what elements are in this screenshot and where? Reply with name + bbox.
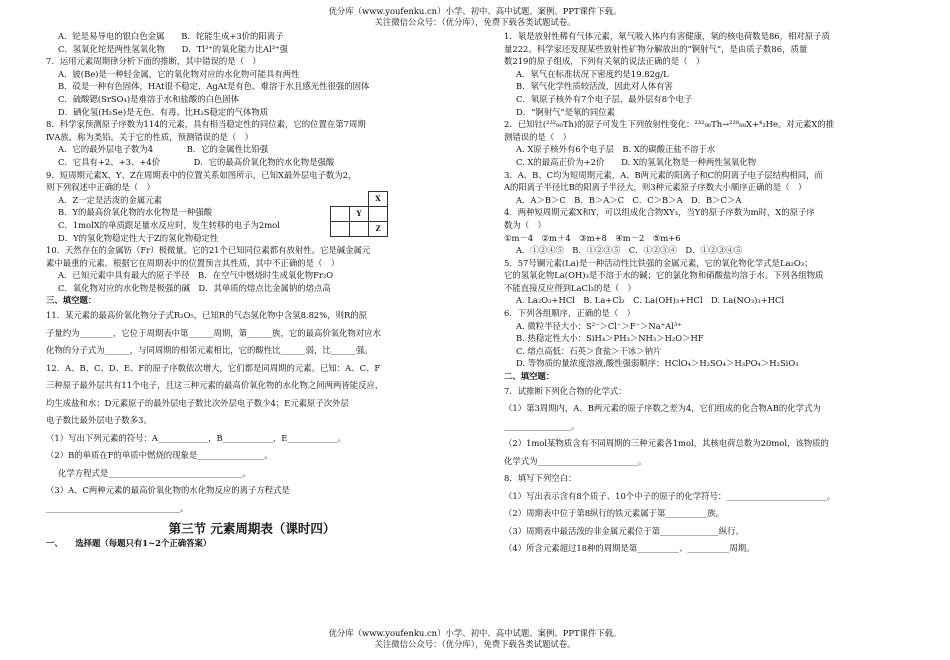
question-3: 3．A、B、C均为短周期元素，A、B两元素的阳离子和C的阴离子电子层结构相同，而 — [504, 169, 823, 180]
text-line: ________________________________。 — [46, 502, 189, 513]
text-line: 它的氢氧化物La(OH)₃是不溶于水的碱；它的氯化物和硝酸盐均溶于水。下列各组物质 — [504, 270, 824, 281]
footer-line-2: 关注微信公众号：（优分库），免费下载各类试题试卷。 — [374, 639, 576, 649]
text-line: B．氡气化学性质较活泼，因此对人体有害 — [516, 81, 673, 92]
text-line: D. 等物质的量浓度溶液,酸性强弱顺序：HClO₄＞H₂SO₄＞H₃PO₄＞H₂SiO₃ — [516, 358, 799, 369]
text-line: A．Z一定是活泼的金属元素 — [58, 194, 162, 205]
text-line: A. 微粒半径大小：S²⁻＞Cl⁻＞F⁻＞Na⁺Al³⁺ — [516, 320, 682, 331]
text-line: A．它的最外层电子数为4 B．它的金属性比铅强 — [58, 144, 269, 155]
text-line: 数219的原子组成，下列有关氡的说法正确的是（ ） — [504, 56, 705, 67]
text-line: 不能直接反应得到LaCl₃的是（ ） — [504, 282, 636, 293]
text-line: 化学方程式是________________________________。 — [58, 467, 251, 478]
text-line: A．已知元素中具有最大的原子半径 B．在空气中燃烧时生成氧化物Fr₂O — [58, 270, 334, 281]
fill-in-header: 二、填空题： — [504, 371, 555, 382]
text-line: 均生成盐和水；D元素原子的最外层电子数比次外层电子数少4；E元素原子次外层 — [46, 397, 349, 408]
question-12: 12．A、B、C、D、E、F的原子序数依次增大，它们都是同周期的元素。已知：A、C、F — [46, 362, 381, 373]
section-subtitle: 一、 选择题（每题只有1~2个正确答案） — [46, 538, 212, 549]
section-title: 第三节 元素周期表（课时四） — [168, 521, 336, 537]
question-9: 9．短周期元素X、Y、Z在周期表中的位置关系如图所示，已知X最外层电子数为2， — [46, 169, 357, 180]
grid-cell — [350, 222, 369, 237]
text-line: C．氢氧化铊是两性氢氧化物 D．Tl³⁺的氧化能力比Al³⁺强 — [58, 43, 288, 54]
text-line: 则下列叙述中正确的是（ ） — [46, 182, 155, 193]
grid-cell — [331, 207, 350, 222]
text-line: C．它具有+2、+3、+4价 D．它的最高价氧化物的水化物是强酸 — [58, 156, 335, 167]
text-line: （2）周期表中位于第8纵行的铁元素属于第__________族。 — [504, 508, 725, 519]
question-7: 7．运用元素周期律分析下面的推断，其中错误的是（ ） — [46, 56, 261, 67]
text-line: （2）B的单质在F的单质中燃烧的现象是________________。 — [46, 450, 273, 461]
question-2: 2．已知钍(²³²₉₀Th)的原子可发生下列放射性变化：²³²₉₀Th→²²⁸₈₈X+⁴₂He。对元素X的推 — [504, 119, 835, 130]
text-line: （1）第3周期内，A．B两元素的原子序数之差为4，它们组成的化合物AB的化学式为 — [504, 403, 821, 414]
question-8: 8．填写下列空白： — [504, 473, 577, 484]
text-line: ________________。 — [504, 420, 580, 431]
grid-cell — [331, 222, 350, 237]
text-line: 测错误的是（ ） — [504, 131, 571, 142]
text-line: A的阳离子半径比B的阳离子半径大，则3种元素原子序数大小顺序正确的是（ ） — [504, 182, 807, 193]
left-column — [46, 30, 458, 550]
question-6: 6．下列各组顺序，正确的是（ ） — [504, 308, 635, 319]
text-line: （2）1mol某物质含有不同周期的三种元素各1mol，其核电荷总数为20mol，该物质的 — [504, 438, 829, 449]
text-line: 三种原子最外层共有11个电子，且这三种元素的最高价氧化物的水化物之间两两皆能反应， — [46, 380, 384, 391]
text-line: （1）写出表示含有8个质子、10个中子的原子的化学符号：________________________。 — [504, 490, 836, 501]
question-4: 4．两种短周期元素X和Y，可以组成化合物XY₃，当Y的原子序数为m时，X的原子序 — [504, 207, 815, 218]
grid-cell — [369, 207, 388, 222]
text-line: C. X的最高正价为+2价 D. X的氢氧化物是一种两性氢氧化物 — [516, 156, 757, 167]
text-line: A．①②④⑤ B．①②③⑤ C．①②③④ D．①②③④⑤ — [516, 245, 743, 256]
text-line: C. 熔点高低：石英＞食盐＞干冰＞钠片 — [516, 345, 662, 356]
grid-cell-z: Z — [369, 222, 388, 237]
fill-in-header: 三、填空题： — [46, 295, 97, 306]
text-line: 化学式为________________________。 — [504, 455, 647, 466]
text-line: A. X原子核外有6个电子层 B. X的碳酸正盐不溶于水 — [516, 144, 716, 155]
text-line: A．铊是易导电的银白色金属 B．铊能生成+3价的阳离子 — [58, 31, 284, 41]
header-line-1: 优分库（www.youfenku.cn）小学、初中、高中试题、案例、PPT课件下载。 — [328, 6, 622, 16]
text-line: A. La₂O₃+HCl B. La+Cl₂ C. La(OH)₃+HCl D. La(NO₃)₃+HCl — [516, 295, 785, 306]
periodic-position-grid — [330, 191, 388, 237]
footer-line-1: 优分库（www.youfenku.cn）小学、初中、高中试题、案例、PPT课件下载。 — [328, 628, 622, 638]
text-line: （3）A、C两种元素的最高价氧化物的水化物反应的离子方程式是 — [46, 485, 290, 496]
text-line: 子量约为________，它位于周期表中第______周期，第______族，它的最高价氧化物对应水 — [46, 327, 381, 338]
text-line: 素中最重的元素。根据它在周期表中的位置预言其性质，其中不正确的是（ ） — [46, 257, 340, 268]
text-line: 化物的分子式为______，与同周期的相邻元素相比，它的酸性比______弱，比______强。 — [46, 345, 373, 356]
right-column — [504, 30, 916, 558]
text-line: A．铍(Be)是一种轻金属，它的氧化物对应的水化物可能具有两性 — [58, 68, 300, 79]
text-line: D．Y的氢化物稳定性大于Z的氢化物稳定性 — [58, 232, 219, 243]
text-line: D．“锕射气”是氡的同位素 — [516, 106, 616, 117]
text-line: B．砹是一种有色固体，HAt很不稳定，AgAt是有色、难溶于水且感光性很强的固体 — [58, 81, 370, 92]
text-line: C．氡原子核外有7个电子层，最外层有8个电子 — [516, 93, 693, 104]
text-line: C．硫酸锶(SrSO₄)是难溶于水和盐酸的白色固体 — [58, 93, 240, 104]
text-line: A．氡气在标准状况下密度约是19.82g/L — [516, 68, 669, 79]
text-line: （1）写出下列元素的符号：A____________，B____________，E____________。 — [46, 432, 347, 443]
text-line: ⅣA族，称为类铅。关于它的性质，预测错误的是（ ） — [46, 131, 254, 142]
grid-cell-y: Y — [350, 207, 369, 222]
text-line: C．氧化物对应的水化物是极强的碱 D．其单质的熔点比金属钠的熔点高 — [58, 282, 331, 293]
grid-cell — [350, 192, 369, 207]
grid-cell-x: X — [369, 192, 388, 207]
text-line: 电子数比最外层电子数多3。 — [46, 415, 152, 426]
question-8: 8．科学家预测原子序数为114的元素，具有相当稳定性的同位素，它的位置在第7周期 — [46, 119, 366, 130]
question-11: 11．某元素的最高价氧化物分子式R₂O₅，已知R的气态氢化物中含氢8.82%，则R的原 — [46, 310, 368, 321]
text-line: 数为（ ） — [504, 219, 546, 230]
text-line: ①m－4 ②m＋4 ③m+8 ④m－2 ⑤m+6 — [504, 232, 681, 243]
text-line: （3）周期表中最活泼的非金属元素位于第______________纵行。 — [504, 525, 744, 536]
question-5: 5．57号镧元素(La)是一种活动性比铁强的金属元素，它的氧化物化学式是La₂O₃； — [504, 257, 813, 268]
grid-cell — [331, 192, 350, 207]
text-line: （4）所含元素超过18种的周期是第__________、__________周期。 — [504, 543, 755, 554]
text-line: D．硒化氢(H₂Se)是无色、有毒、比H₂S稳定的气体物质 — [58, 106, 269, 117]
question-7: 7．试推断下列化合物的化学式： — [504, 385, 627, 396]
text-line: 量222。科学家还发现某些放射性矿物分解放出的“锕射气”，是由质子数86，质量 — [504, 43, 808, 54]
question-10: 10．天然存在的金属钫（Fr）极微量。它的21个已知同位素都有放射性。它是碱金属元 — [46, 245, 371, 256]
text-line: B．Y的最高价氧化物的水化物是一种强酸 — [58, 207, 213, 218]
text-line: B. 热稳定性大小：SiH₄＞PH₃＞NH₃＞H₂O＞HF — [516, 333, 704, 344]
page-header — [0, 6, 950, 28]
header-line-2: 关注微信公众号：（优分库），免费下载各类试题试卷。 — [374, 17, 576, 27]
text-line: A．A＞B＞C B．B＞A＞C C．C＞B＞A D．B＞C＞A — [516, 194, 742, 205]
question-1: 1．氡是放射性稀有气体元素，氡气吸入体内有害健康，氡的核电荷数是86，相对原子质 — [504, 31, 830, 41]
text-line: C．1molX的单质跟足量水反应时，发生转移的电子为2mol — [58, 219, 280, 230]
page-footer — [0, 628, 950, 650]
